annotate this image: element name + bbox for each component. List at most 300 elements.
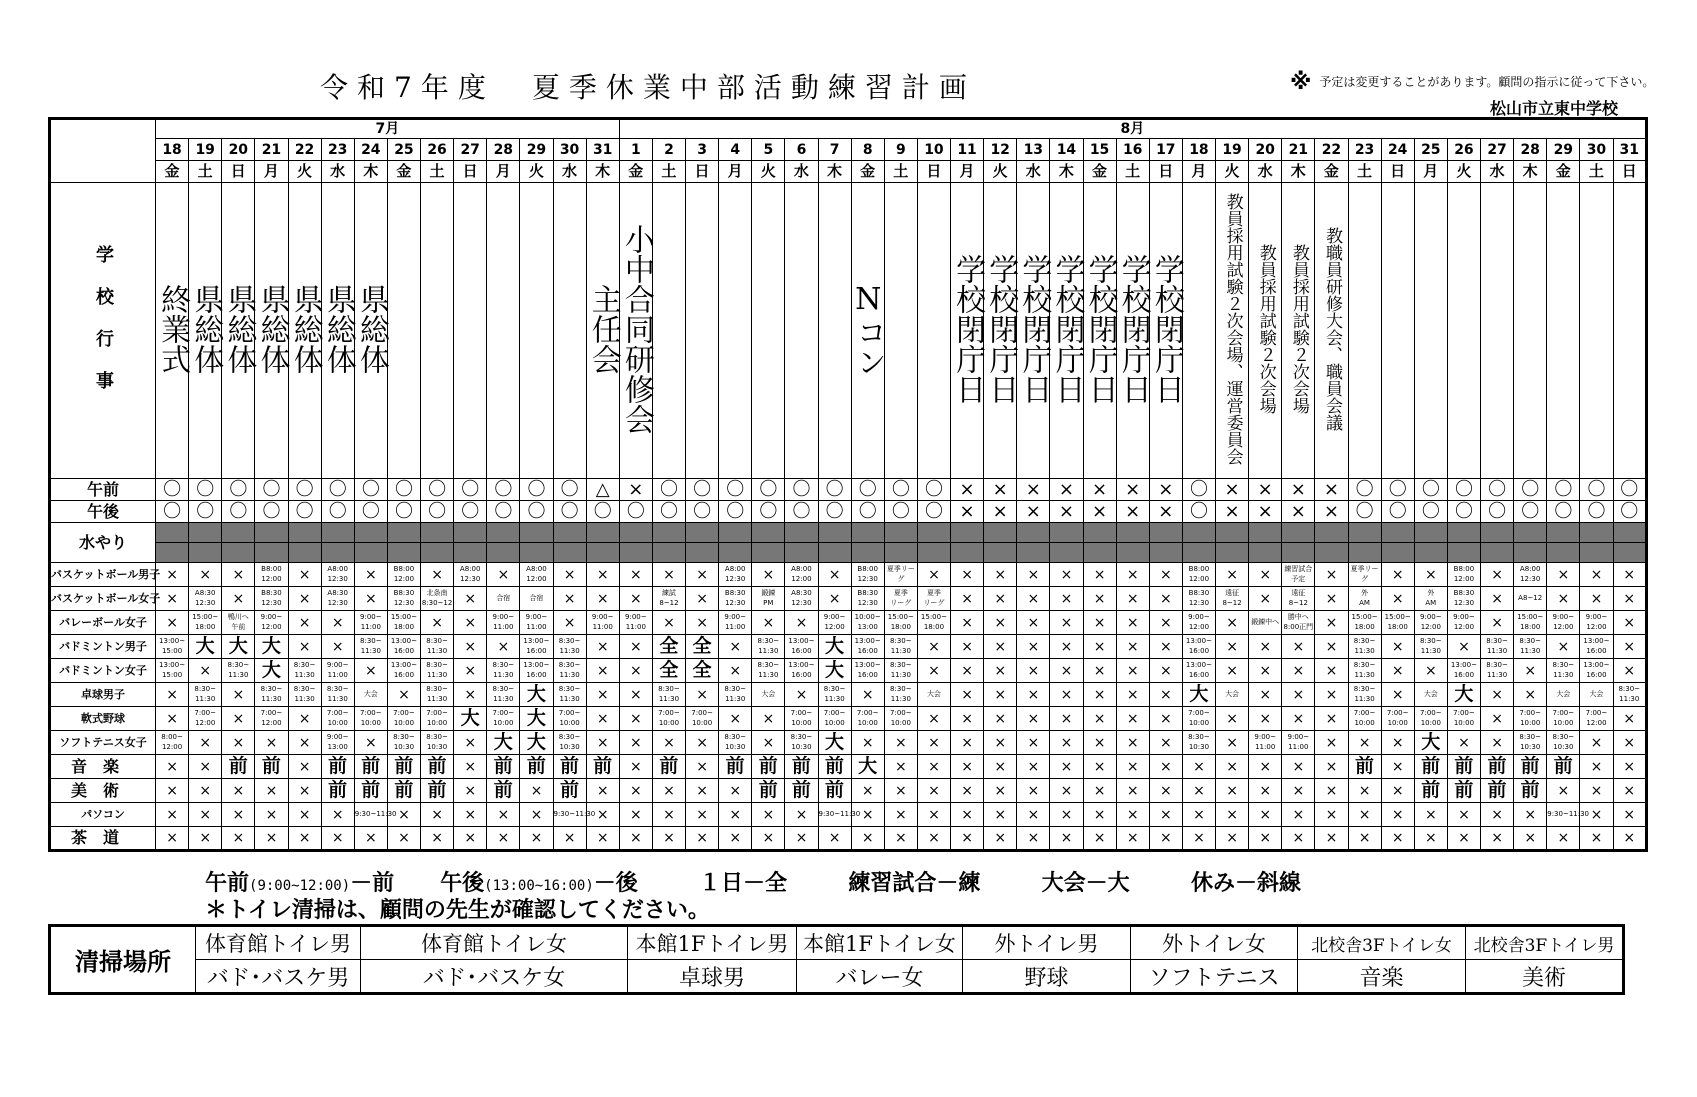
club-cell: × bbox=[288, 707, 321, 731]
club-cell: × bbox=[1315, 827, 1348, 851]
club-cell: × bbox=[686, 731, 719, 755]
water-cell bbox=[454, 543, 487, 563]
cleaning-club: 美術 bbox=[1466, 960, 1624, 994]
club-cell: × bbox=[1580, 779, 1613, 803]
club-cell: × bbox=[752, 803, 785, 827]
club-cell: 8:30~ 11:30 bbox=[884, 659, 917, 683]
club-cell: × bbox=[189, 659, 222, 683]
club-cell: × bbox=[1580, 563, 1613, 587]
club-cell: × bbox=[951, 563, 984, 587]
event-cell bbox=[1481, 183, 1514, 479]
club-cell: 前 bbox=[719, 755, 752, 779]
club-cell: 前 bbox=[321, 779, 354, 803]
club-cell: 前 bbox=[354, 755, 387, 779]
am-cell: 〇 bbox=[255, 479, 288, 501]
am-cell: 〇 bbox=[1613, 479, 1647, 501]
club-cell: × bbox=[1613, 803, 1647, 827]
day-number: 18 bbox=[156, 139, 189, 161]
day-number: 12 bbox=[984, 139, 1017, 161]
day-number: 9 bbox=[884, 139, 917, 161]
water-cell bbox=[752, 523, 785, 543]
club-cell: × bbox=[1149, 563, 1182, 587]
club-cell: × bbox=[1580, 731, 1613, 755]
club-cell: 前 bbox=[1447, 755, 1480, 779]
weekday: 土 bbox=[884, 161, 917, 183]
day-row bbox=[50, 139, 1647, 161]
club-cell: × bbox=[421, 563, 454, 587]
club-cell: 9:00~ 11:00 bbox=[520, 611, 553, 635]
pm-cell: 〇 bbox=[553, 501, 586, 523]
club-cell: 8:30~ 11:30 bbox=[1613, 683, 1647, 707]
event-text: 学校閉庁日 bbox=[950, 254, 986, 404]
club-cell: 8:30~ 11:30 bbox=[354, 635, 387, 659]
club-cell: × bbox=[487, 827, 520, 851]
club-cell: 大 bbox=[520, 707, 553, 731]
club-cell: 7:00~ 12:00 bbox=[1580, 707, 1613, 731]
cleaning-club: バド･バスケ男 bbox=[196, 960, 361, 994]
club-cell: × bbox=[156, 707, 189, 731]
club-cell: 7:00~ 10:00 bbox=[321, 707, 354, 731]
club-cell: × bbox=[586, 731, 619, 755]
weekday: 日 bbox=[917, 161, 950, 183]
club-cell: × bbox=[1481, 803, 1514, 827]
day-number: 22 bbox=[1315, 139, 1348, 161]
club-cell: 7:00~ 10:00 bbox=[354, 707, 387, 731]
club-cell: 9:00~ 11:00 bbox=[719, 611, 752, 635]
club-cell: × bbox=[1613, 731, 1647, 755]
weekday: 火 bbox=[1216, 161, 1249, 183]
club-cell: × bbox=[1083, 611, 1116, 635]
club-cell: 7:00~ 10:00 bbox=[487, 707, 520, 731]
club-cell: × bbox=[1149, 755, 1182, 779]
event-cell bbox=[222, 183, 255, 479]
club-cell: × bbox=[1216, 635, 1249, 659]
club-cell: 外 AM bbox=[1348, 587, 1381, 611]
club-cell: B8:00 12:00 bbox=[1447, 563, 1480, 587]
club-cell: × bbox=[1381, 635, 1414, 659]
club-cell: × bbox=[686, 827, 719, 851]
legend-am-label: 午前 bbox=[205, 871, 250, 896]
day-number: 20 bbox=[222, 139, 255, 161]
club-cell: × bbox=[1381, 755, 1414, 779]
club-cell: 前 bbox=[321, 755, 354, 779]
event-cell bbox=[1182, 183, 1215, 479]
day-number: 19 bbox=[1216, 139, 1249, 161]
club-cell: × bbox=[1017, 635, 1050, 659]
club-cell: 8:30~ 10:30 bbox=[421, 731, 454, 755]
weekday: 金 bbox=[619, 161, 652, 183]
cleaning-club: 卓球男 bbox=[628, 960, 797, 994]
weekday: 水 bbox=[1017, 161, 1050, 183]
club-cell: × bbox=[1547, 635, 1580, 659]
club-cell: × bbox=[1514, 659, 1547, 683]
club-cell: 9:00~ 12:00 bbox=[255, 611, 288, 635]
club-cell: × bbox=[288, 827, 321, 851]
club-cell: × bbox=[619, 635, 652, 659]
day-number: 25 bbox=[1414, 139, 1447, 161]
club-cell: × bbox=[619, 755, 652, 779]
club-cell: A8:00 12:30 bbox=[719, 563, 752, 587]
club-cell: × bbox=[1481, 707, 1514, 731]
event-text: Nコン bbox=[850, 281, 886, 377]
club-cell: × bbox=[1050, 587, 1083, 611]
water-cell bbox=[487, 543, 520, 563]
club-cell: × bbox=[1282, 803, 1315, 827]
club-cell: × bbox=[1182, 803, 1215, 827]
club-cell: × bbox=[1182, 827, 1215, 851]
club-cell: B8:30 12:30 bbox=[719, 587, 752, 611]
weekday: 火 bbox=[752, 161, 785, 183]
club-cell: × bbox=[619, 779, 652, 803]
weekday: 月 bbox=[255, 161, 288, 183]
school-name: 松山市立東中学校 bbox=[1490, 99, 1619, 118]
club-cell: × bbox=[984, 803, 1017, 827]
water-cell bbox=[1182, 543, 1215, 563]
club-cell: × bbox=[1381, 731, 1414, 755]
water-cell bbox=[1381, 543, 1414, 563]
event-text: 県総体 bbox=[188, 284, 224, 374]
club-cell: × bbox=[1414, 803, 1447, 827]
club-cell: × bbox=[1414, 563, 1447, 587]
page-title: 令和7年度 夏季休業中部活動練習計画 bbox=[320, 71, 976, 104]
club-cell: × bbox=[1149, 659, 1182, 683]
club-cell: × bbox=[1083, 827, 1116, 851]
event-cell bbox=[354, 183, 387, 479]
club-cell: × bbox=[1116, 611, 1149, 635]
club-cell: × bbox=[917, 803, 950, 827]
am-cell: 〇 bbox=[1481, 479, 1514, 501]
club-cell: × bbox=[1249, 635, 1282, 659]
club-cell: × bbox=[1083, 707, 1116, 731]
club-name: 茶道 bbox=[50, 827, 156, 851]
pm-cell: × bbox=[1083, 501, 1116, 523]
club-cell: × bbox=[851, 779, 884, 803]
pm-cell: 〇 bbox=[1447, 501, 1480, 523]
club-cell: × bbox=[652, 803, 685, 827]
water-cell bbox=[686, 543, 719, 563]
club-cell: 8:30~ 11:30 bbox=[1514, 635, 1547, 659]
club-cell: × bbox=[1381, 683, 1414, 707]
club-cell: × bbox=[454, 827, 487, 851]
club-cell: × bbox=[1116, 731, 1149, 755]
club-cell: × bbox=[1083, 779, 1116, 803]
club-cell: 7:00~ 10:00 bbox=[1547, 707, 1580, 731]
cleaning-place: 体育館トイレ男 bbox=[196, 926, 361, 960]
weekday: 日 bbox=[1613, 161, 1647, 183]
club-cell: × bbox=[1613, 827, 1647, 851]
cleaning-place: 北校舎3Fトイレ男 bbox=[1466, 926, 1624, 960]
club-cell: 8:30~ 11:30 bbox=[487, 659, 520, 683]
weekday: 水 bbox=[1249, 161, 1282, 183]
water-cell bbox=[1282, 523, 1315, 543]
club-cell: × bbox=[984, 563, 1017, 587]
club-cell: × bbox=[156, 755, 189, 779]
club-cell: 前 bbox=[1547, 755, 1580, 779]
club-cell: 7:00~ 10:00 bbox=[1182, 707, 1215, 731]
am-cell: 〇 bbox=[785, 479, 818, 501]
club-cell: × bbox=[1017, 731, 1050, 755]
club-cell: × bbox=[1481, 731, 1514, 755]
day-number: 29 bbox=[1547, 139, 1580, 161]
club-cell: 大 bbox=[1447, 683, 1480, 707]
weekday: 水 bbox=[321, 161, 354, 183]
event-text: 教職員研修大会、職員会議 bbox=[1321, 227, 1342, 431]
club-cell: × bbox=[1116, 827, 1149, 851]
club-cell: × bbox=[752, 707, 785, 731]
legend-rest: 休み－斜線 bbox=[1190, 871, 1301, 896]
club-cell: 8:30~ 11:30 bbox=[818, 683, 851, 707]
water-cell bbox=[1348, 543, 1381, 563]
day-number: 21 bbox=[1282, 139, 1315, 161]
club-cell: 大 bbox=[818, 659, 851, 683]
club-cell: 7:00~ 12:00 bbox=[255, 707, 288, 731]
water-cell bbox=[818, 523, 851, 543]
club-cell: 13:00~ 16:00 bbox=[1182, 635, 1215, 659]
club-cell: × bbox=[1547, 827, 1580, 851]
club-cell: × bbox=[1116, 707, 1149, 731]
event-cell bbox=[1580, 183, 1613, 479]
club-cell: × bbox=[1580, 827, 1613, 851]
event-cell bbox=[884, 183, 917, 479]
club-cell: × bbox=[752, 731, 785, 755]
club-cell: × bbox=[1547, 563, 1580, 587]
club-cell: × bbox=[1613, 707, 1647, 731]
club-cell: × bbox=[1050, 611, 1083, 635]
club-cell: 8:30~ 10:30 bbox=[1182, 731, 1215, 755]
day-number: 20 bbox=[1249, 139, 1282, 161]
club-cell: × bbox=[1315, 731, 1348, 755]
water-cell bbox=[719, 543, 752, 563]
club-cell: × bbox=[1514, 803, 1547, 827]
water-cell bbox=[354, 523, 387, 543]
am-cell: △ bbox=[586, 479, 619, 501]
club-cell: 8:30~ 10:30 bbox=[387, 731, 420, 755]
water-cell bbox=[1149, 543, 1182, 563]
club-cell: × bbox=[421, 803, 454, 827]
club-cell: B8:30 12:30 bbox=[1182, 587, 1215, 611]
club-cell: 全 bbox=[686, 659, 719, 683]
event-cell bbox=[255, 183, 288, 479]
club-cell: × bbox=[1216, 803, 1249, 827]
club-cell: 北条南 8:30~12 bbox=[421, 587, 454, 611]
club-cell: 大会 bbox=[1414, 683, 1447, 707]
weekday: 火 bbox=[984, 161, 1017, 183]
club-cell: × bbox=[1083, 683, 1116, 707]
water-cell bbox=[321, 543, 354, 563]
club-cell: × bbox=[321, 635, 354, 659]
pm-cell: 〇 bbox=[719, 501, 752, 523]
club-cell: 9:00~ 12:00 bbox=[1414, 611, 1447, 635]
club-cell: × bbox=[818, 587, 851, 611]
club-cell: × bbox=[1580, 587, 1613, 611]
water-cell bbox=[785, 523, 818, 543]
club-cell: 大 bbox=[1414, 731, 1447, 755]
club-cell: × bbox=[288, 587, 321, 611]
am-cell: × bbox=[1083, 479, 1116, 501]
am-cell: 〇 bbox=[222, 479, 255, 501]
event-cell bbox=[553, 183, 586, 479]
club-cell: × bbox=[586, 827, 619, 851]
club-cell: × bbox=[586, 779, 619, 803]
month-row bbox=[50, 119, 1647, 139]
weekday: 月 bbox=[719, 161, 752, 183]
water-cell bbox=[1149, 523, 1182, 543]
club-cell: × bbox=[1149, 827, 1182, 851]
water-cell bbox=[1182, 523, 1215, 543]
club-cell: × bbox=[487, 803, 520, 827]
cleaning-head: 清掃場所 bbox=[50, 926, 196, 994]
club-cell: × bbox=[222, 779, 255, 803]
club-cell: × bbox=[917, 563, 950, 587]
event-cell bbox=[1282, 183, 1315, 479]
club-cell: × bbox=[354, 827, 387, 851]
club-cell: × bbox=[1149, 587, 1182, 611]
day-number: 22 bbox=[288, 139, 321, 161]
club-name: バドミントン女子 bbox=[50, 659, 156, 683]
club-cell: × bbox=[917, 635, 950, 659]
club-cell: × bbox=[1083, 563, 1116, 587]
club-cell: × bbox=[1116, 755, 1149, 779]
club-cell: 前 bbox=[1514, 755, 1547, 779]
club-name: ソフトテニス女子 bbox=[50, 731, 156, 755]
club-cell: × bbox=[189, 563, 222, 587]
club-cell: 外 AM bbox=[1414, 587, 1447, 611]
day-number: 19 bbox=[189, 139, 222, 161]
club-cell: × bbox=[354, 587, 387, 611]
club-cell: 8:30~ 11:30 bbox=[189, 683, 222, 707]
club-cell: 9:30~11:30 bbox=[553, 803, 586, 827]
water-cell bbox=[1447, 543, 1480, 563]
event-cell bbox=[1050, 183, 1083, 479]
club-cell: × bbox=[719, 635, 752, 659]
club-cell: × bbox=[1050, 635, 1083, 659]
club-cell: 大会 bbox=[752, 683, 785, 707]
club-cell: × bbox=[1547, 779, 1580, 803]
club-cell: × bbox=[1414, 827, 1447, 851]
club-cell: × bbox=[1050, 803, 1083, 827]
club-cell: 前 bbox=[1348, 755, 1381, 779]
event-cell bbox=[189, 183, 222, 479]
club-cell: 9:00~ 12:00 bbox=[818, 611, 851, 635]
club-cell: 合宿 bbox=[487, 587, 520, 611]
event-text: 県総体 bbox=[353, 284, 389, 374]
water-cell bbox=[1613, 543, 1647, 563]
day-number: 30 bbox=[553, 139, 586, 161]
event-cell bbox=[1447, 183, 1480, 479]
water-cell bbox=[1050, 543, 1083, 563]
club-cell: 15:00~ 18:00 bbox=[884, 611, 917, 635]
event-cell bbox=[652, 183, 685, 479]
club-cell: × bbox=[553, 611, 586, 635]
pm-cell: 〇 bbox=[884, 501, 917, 523]
club-cell: 7:00~ 10:00 bbox=[884, 707, 917, 731]
event-cell bbox=[984, 183, 1017, 479]
pm-cell: 〇 bbox=[818, 501, 851, 523]
water-cell bbox=[1017, 523, 1050, 543]
club-cell: 前 bbox=[520, 755, 553, 779]
club-cell: 13:00~ 16:00 bbox=[1580, 635, 1613, 659]
water-cell bbox=[553, 543, 586, 563]
club-cell: × bbox=[619, 707, 652, 731]
club-cell: 前 bbox=[1481, 755, 1514, 779]
club-cell: × bbox=[156, 587, 189, 611]
event-text: 学校閉庁日 bbox=[1082, 254, 1118, 404]
club-cell: × bbox=[1216, 611, 1249, 635]
club-cell: × bbox=[354, 659, 387, 683]
club-cell: × bbox=[619, 827, 652, 851]
club-cell: × bbox=[686, 779, 719, 803]
water-cell bbox=[421, 523, 454, 543]
water-cell bbox=[652, 523, 685, 543]
pm-cell: 〇 bbox=[652, 501, 685, 523]
club-cell: × bbox=[156, 563, 189, 587]
club-cell: × bbox=[1315, 707, 1348, 731]
pm-cell: 〇 bbox=[255, 501, 288, 523]
water-cell bbox=[1447, 523, 1480, 543]
club-cell: 8:30~ 11:30 bbox=[1414, 635, 1447, 659]
club-cell: × bbox=[1381, 779, 1414, 803]
pm-cell: 〇 bbox=[1381, 501, 1414, 523]
club-cell: B8:30 12:30 bbox=[1447, 587, 1480, 611]
club-cell: × bbox=[454, 731, 487, 755]
am-cell: × bbox=[951, 479, 984, 501]
water-cell bbox=[619, 543, 652, 563]
club-cell: 鴨川へ 午前 bbox=[222, 611, 255, 635]
pm-cell: 〇 bbox=[686, 501, 719, 523]
club-row bbox=[50, 803, 1647, 827]
club-cell: 8:30~ 11:30 bbox=[652, 683, 685, 707]
water-cell bbox=[387, 543, 420, 563]
water-cell bbox=[1216, 543, 1249, 563]
schedule-table bbox=[48, 117, 1648, 852]
club-cell: × bbox=[255, 827, 288, 851]
club-cell: 8:30~ 11:30 bbox=[553, 635, 586, 659]
cleaning-club: 野球 bbox=[963, 960, 1131, 994]
club-cell: 13:00~ 16:00 bbox=[387, 659, 420, 683]
club-cell: × bbox=[686, 803, 719, 827]
weekday: 木 bbox=[1282, 161, 1315, 183]
club-cell: × bbox=[288, 635, 321, 659]
cleaning-place: 本館1Fトイレ女 bbox=[797, 926, 963, 960]
club-cell: × bbox=[1282, 779, 1315, 803]
weekday: 日 bbox=[454, 161, 487, 183]
club-cell: × bbox=[1050, 683, 1083, 707]
cleaning-place: 外トイレ女 bbox=[1131, 926, 1298, 960]
club-cell: 8:30~ 11:30 bbox=[288, 683, 321, 707]
water-cell bbox=[156, 543, 189, 563]
event-cell bbox=[1017, 183, 1050, 479]
club-cell: × bbox=[586, 707, 619, 731]
club-name: パソコン bbox=[50, 803, 156, 827]
club-cell: × bbox=[917, 827, 950, 851]
club-cell: × bbox=[619, 587, 652, 611]
legend-am-sym: －前 bbox=[350, 871, 395, 896]
cleaning-table bbox=[48, 924, 1625, 995]
weekday: 金 bbox=[156, 161, 189, 183]
cleaning-place: 北校舎3Fトイレ女 bbox=[1298, 926, 1466, 960]
club-cell: × bbox=[1282, 707, 1315, 731]
club-cell: 前 bbox=[1447, 779, 1480, 803]
club-cell: × bbox=[586, 635, 619, 659]
club-cell: × bbox=[288, 611, 321, 635]
club-cell: 前 bbox=[752, 755, 785, 779]
month-header: 7月 bbox=[156, 119, 620, 139]
club-cell: 合宿 bbox=[520, 587, 553, 611]
club-cell: × bbox=[1216, 755, 1249, 779]
weekday-row bbox=[50, 161, 1647, 183]
club-cell: × bbox=[917, 707, 950, 731]
pm-cell: 〇 bbox=[1182, 501, 1215, 523]
